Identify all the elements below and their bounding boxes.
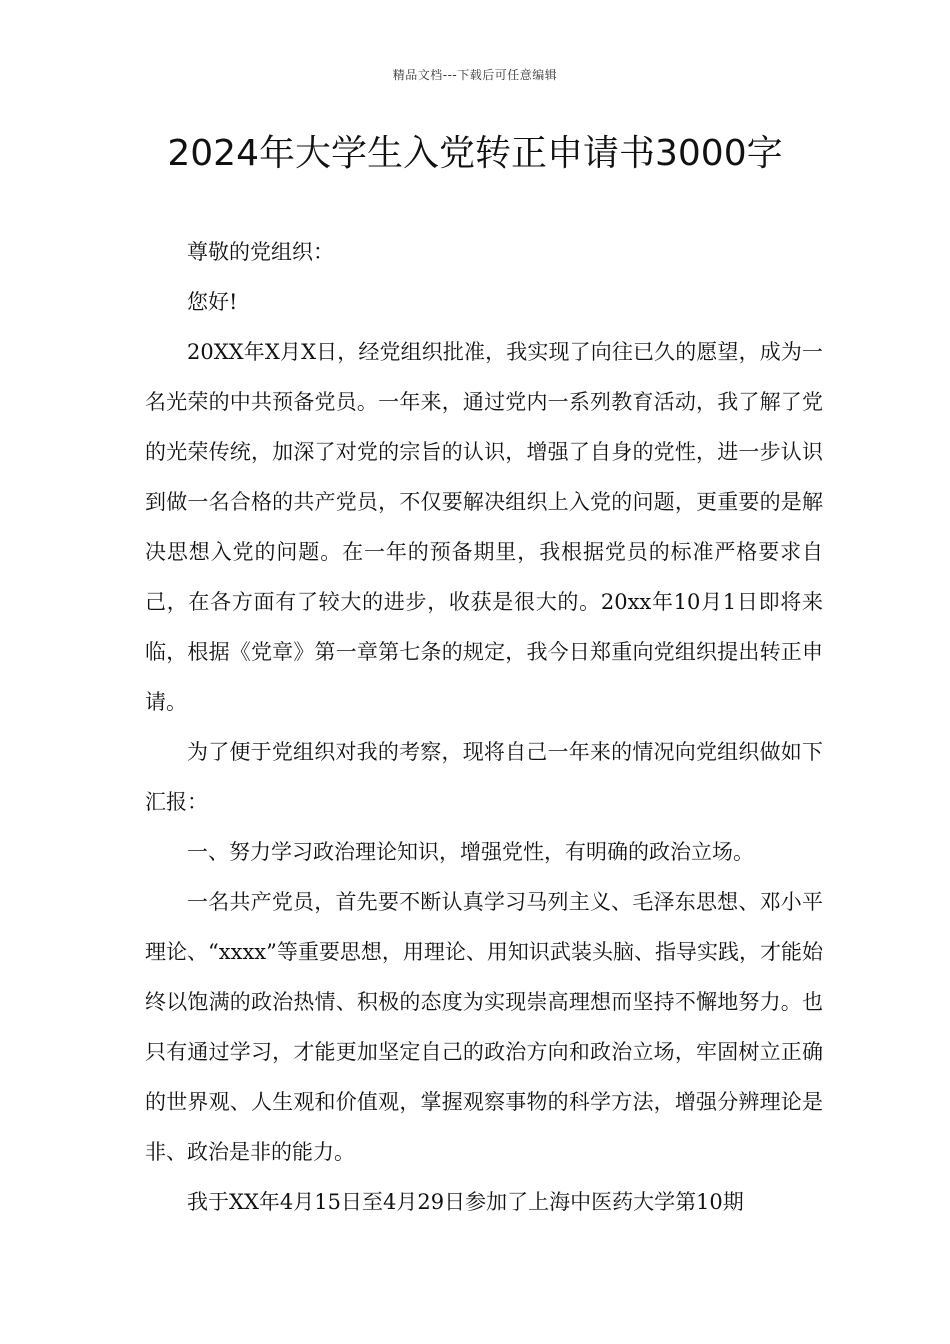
body-paragraph: 一名共产党员，首先要不断认真学习马列主义、毛泽东思想、邓小平理论、“xxxx”等重要思想，用理论、用知识武装头脑、指导实践，才能始终以饱满的政治热情、积极的态度为实现崇高理想而坚持不懈地努力。也只有通过学习，才能更加坚定自己的政治方向和政治立场，牢固树立正确的世界观、人生观和价值观，掌握观察事物的科学方法，增强分辨理论是非、政治是非的能力。 xyxy=(145,890,823,1164)
document-title: 2024年大学生入党转正申请书3000字 xyxy=(167,133,783,174)
document-body xyxy=(145,227,823,1227)
salutation: 尊敬的党组织： xyxy=(187,240,334,264)
header-note: 精品文档---下载后可任意编辑 xyxy=(392,68,558,82)
greeting: 您好! xyxy=(187,290,238,314)
body-paragraph: 20XX年X月X日，经党组织批准，我实现了向往已久的愿望，成为一名光荣的中共预备党员。一年来，通过党内一系列教育活动，我了解了党的光荣传统，加深了对党的宗旨的认识，增强了自身的党性，进一步认识到做一名合格的共产党员，不仅要解决组织上入党的问题，更重要的是解决思想入党的问题。在一年的预备期里，我根据党员的标准严格要求自己，在各方面有了较大的进步，收获是很大的。20xx年10月1日即将来临，根据《党章》第一章第七条的规定，我今日郑重向党组织提出转正申请。 xyxy=(145,340,823,714)
body-paragraph: 为了便于党组织对我的考察，现将自己一年来的情况向党组织做如下汇报： xyxy=(145,740,823,814)
body-paragraph: 我于XX年4月15日至4月29日参加了上海中医药大学第10期 xyxy=(187,1190,744,1214)
section-heading: 一、努力学习政治理论知识，增强党性，有明确的政治立场。 xyxy=(187,840,754,864)
